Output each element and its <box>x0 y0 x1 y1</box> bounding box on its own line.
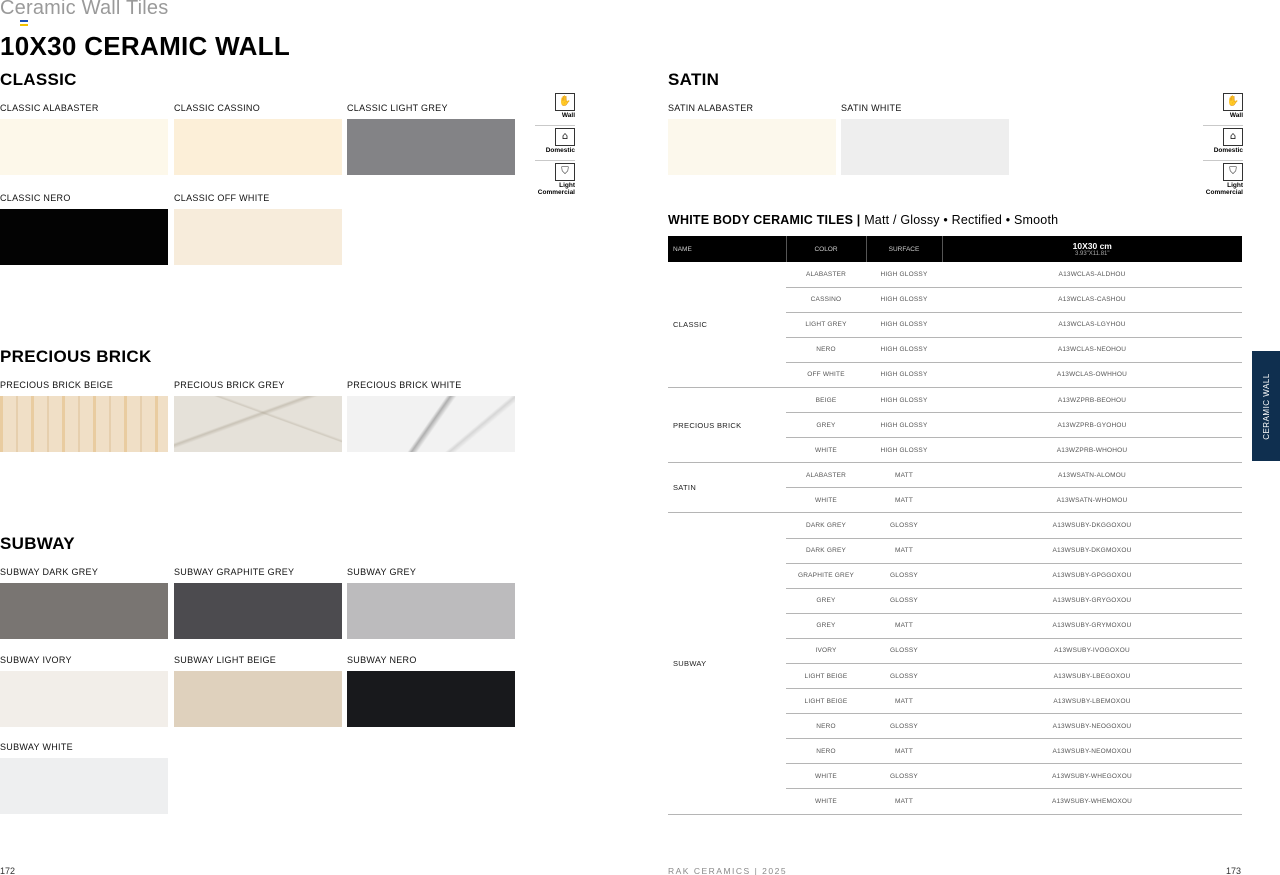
hand-icon: ✋ <box>1223 93 1243 111</box>
tile-label: CLASSIC CASSINO <box>174 103 261 113</box>
surface-cell: HIGH GLOSSY <box>866 438 942 463</box>
tile-swatch <box>174 583 342 639</box>
tile-label: CLASSIC OFF WHITE <box>174 193 270 203</box>
tile-label: PRECIOUS BRICK GREY <box>174 380 285 390</box>
surface-cell: GLOSSY <box>866 664 942 689</box>
color-cell: GREY <box>786 413 866 438</box>
tile-label: SATIN WHITE <box>841 103 902 113</box>
page-title: 10X30 CERAMIC WALL <box>0 31 291 61</box>
tile-swatch <box>347 119 515 175</box>
usage-label-line: Light <box>559 182 575 189</box>
tile-swatch <box>174 671 342 727</box>
col-header-color: COLOR <box>786 236 866 262</box>
usage-label: Domestic <box>545 147 575 154</box>
code-cell: A13WCLAS-LGYHOU <box>942 312 1242 337</box>
color-cell: NERO <box>786 714 866 739</box>
code-cell: A13WSUBY-NEOGOXOU <box>942 714 1242 739</box>
tile-label: SUBWAY WHITE <box>0 742 73 752</box>
tile-label: PRECIOUS BRICK BEIGE <box>0 380 114 390</box>
tile-swatch <box>0 758 168 814</box>
color-cell: DARK GREY <box>786 513 866 538</box>
code-cell: A13WSATN-ALOMOU <box>942 463 1242 488</box>
col-header-size <box>942 236 1242 262</box>
tile-label: SUBWAY DARK GREY <box>0 567 99 577</box>
code-cell: A13WSUBY-NEOMOXOU <box>942 739 1242 764</box>
usage-label: Domestic <box>1213 147 1243 154</box>
color-cell: GRAPHITE GREY <box>786 563 866 588</box>
usage-domestic <box>1203 126 1243 161</box>
color-cell: GREY <box>786 613 866 638</box>
group-cell: SATIN <box>668 463 786 513</box>
surface-cell: HIGH GLOSSY <box>866 362 942 387</box>
color-cell: LIGHT BEIGE <box>786 689 866 714</box>
usage-label-line: Light <box>1227 182 1243 189</box>
color-cell: WHITE <box>786 488 866 513</box>
color-cell: WHITE <box>786 764 866 789</box>
surface-cell: HIGH GLOSSY <box>866 387 942 412</box>
tile-label: CLASSIC ALABASTER <box>0 103 99 113</box>
page-number-left: 172 <box>0 866 16 875</box>
tile-swatch <box>174 119 342 175</box>
tile-label: SUBWAY LIGHT BEIGE <box>174 655 277 665</box>
flag-icon <box>20 20 28 26</box>
surface-cell: HIGH GLOSSY <box>866 287 942 312</box>
usage-label-line: Commercial <box>1205 189 1243 196</box>
table-row <box>668 262 1242 287</box>
surface-cell: MATT <box>866 739 942 764</box>
page-kicker: Ceramic Wall Tiles <box>0 0 169 19</box>
tile-swatch <box>174 209 342 265</box>
section-title-classic: CLASSIC <box>0 70 77 89</box>
usage-label <box>1206 182 1243 196</box>
group-cell: SUBWAY <box>668 513 786 814</box>
surface-cell: MATT <box>866 463 942 488</box>
table-header-row <box>668 236 1242 262</box>
usage-label: Wall <box>561 112 575 119</box>
surface-cell: GLOSSY <box>866 638 942 663</box>
tile-swatch <box>0 583 168 639</box>
spec-table <box>668 236 1242 815</box>
usage-wall <box>535 91 575 126</box>
tile-label: SUBWAY GRAPHITE GREY <box>174 567 295 577</box>
shopping-bag-icon: ⛉ <box>1223 163 1243 181</box>
surface-cell: GLOSSY <box>866 563 942 588</box>
code-cell: A13WSUBY-WHEMOXOU <box>942 789 1242 814</box>
table-heading-rest: Matt / Glossy • Rectified • Smooth <box>864 213 1059 227</box>
code-cell: A13WSATN-WHOMOU <box>942 488 1242 513</box>
surface-cell: HIGH GLOSSY <box>866 262 942 287</box>
size-inch: 3.93"X11.81" <box>1074 251 1110 257</box>
usage-legend <box>535 91 575 196</box>
color-cell: BEIGE <box>786 387 866 412</box>
section-title-precious-brick: PRECIOUS BRICK <box>0 347 152 366</box>
section-title-satin: SATIN <box>668 70 720 89</box>
code-cell: A13WCLAS-OWHHOU <box>942 362 1242 387</box>
usage-label: Wall <box>1229 112 1243 119</box>
house-icon: ⌂ <box>555 128 575 146</box>
tile-label: SUBWAY IVORY <box>0 655 72 665</box>
page-number-right: 173 <box>1226 866 1242 875</box>
color-cell: CASSINO <box>786 287 866 312</box>
table-row <box>668 513 1242 538</box>
code-cell: A13WZPRB-WHOHOU <box>942 438 1242 463</box>
code-cell: A13WSUBY-DKGMOXOU <box>942 538 1242 563</box>
code-cell: A13WSUBY-WHEGOXOU <box>942 764 1242 789</box>
section-title-subway: SUBWAY <box>0 534 75 553</box>
code-cell: A13WSUBY-IVOGOXOU <box>942 638 1242 663</box>
tile-label: SUBWAY NERO <box>347 655 417 665</box>
section-side-tab[interactable] <box>1252 351 1280 461</box>
surface-cell: GLOSSY <box>866 764 942 789</box>
color-cell: NERO <box>786 739 866 764</box>
color-cell: GREY <box>786 588 866 613</box>
color-cell: NERO <box>786 337 866 362</box>
color-cell: DARK GREY <box>786 538 866 563</box>
color-cell: LIGHT GREY <box>786 312 866 337</box>
code-cell: A13WZPRB-GYOHOU <box>942 413 1242 438</box>
code-cell: A13WSUBY-LBEMOXOU <box>942 689 1242 714</box>
usage-light-commercial <box>1203 161 1243 196</box>
usage-domestic <box>535 126 575 161</box>
size-cm: 10X30 cm <box>1072 241 1112 251</box>
code-cell: A13WSUBY-GRYMOXOU <box>942 613 1242 638</box>
tile-swatch <box>347 583 515 639</box>
usage-light-commercial <box>535 161 575 196</box>
surface-cell: GLOSSY <box>866 513 942 538</box>
code-cell: A13WCLAS-CASHOU <box>942 287 1242 312</box>
group-cell: CLASSIC <box>668 262 786 387</box>
code-cell: A13WSUBY-LBEGOXOU <box>942 664 1242 689</box>
table-heading-bold: WHITE BODY CERAMIC TILES | <box>668 213 861 227</box>
code-cell: A13WSUBY-GRYGOXOU <box>942 588 1242 613</box>
tile-swatch <box>0 396 168 452</box>
tile-swatch <box>0 209 168 265</box>
code-cell: A13WSUBY-DKGGOXOU <box>942 513 1242 538</box>
tile-swatch <box>668 119 836 175</box>
usage-legend <box>1203 91 1243 196</box>
house-icon: ⌂ <box>1223 128 1243 146</box>
tile-swatch <box>174 396 342 452</box>
usage-wall <box>1203 91 1243 126</box>
tile-swatch <box>347 396 515 452</box>
usage-label-line: Commercial <box>537 189 575 196</box>
color-cell: WHITE <box>786 789 866 814</box>
shopping-bag-icon: ⛉ <box>555 163 575 181</box>
table-row <box>668 387 1242 412</box>
color-cell: ALABASTER <box>786 463 866 488</box>
surface-cell: GLOSSY <box>866 714 942 739</box>
surface-cell: HIGH GLOSSY <box>866 337 942 362</box>
color-cell: ALABASTER <box>786 262 866 287</box>
surface-cell: HIGH GLOSSY <box>866 413 942 438</box>
tile-swatch <box>347 671 515 727</box>
surface-cell: MATT <box>866 689 942 714</box>
code-cell: A13WCLAS-ALDHOU <box>942 262 1242 287</box>
surface-cell: GLOSSY <box>866 588 942 613</box>
color-cell: OFF WHITE <box>786 362 866 387</box>
flag-stripe <box>20 24 28 26</box>
surface-cell: MATT <box>866 789 942 814</box>
col-header-surface: SURFACE <box>866 236 942 262</box>
tile-label: CLASSIC NERO <box>0 193 71 203</box>
tile-label: PRECIOUS BRICK WHITE <box>347 380 462 390</box>
footer-brand: RAK CERAMICS | 2025 <box>668 866 788 875</box>
surface-cell: MATT <box>866 538 942 563</box>
usage-label <box>538 182 575 196</box>
tile-swatch <box>0 671 168 727</box>
tile-label: SATIN ALABASTER <box>668 103 754 113</box>
surface-cell: MATT <box>866 488 942 513</box>
code-cell: A13WSUBY-GPGGOXOU <box>942 563 1242 588</box>
group-cell: PRECIOUS BRICK <box>668 387 786 462</box>
surface-cell: HIGH GLOSSY <box>866 312 942 337</box>
color-cell: IVORY <box>786 638 866 663</box>
tile-swatch <box>841 119 1009 175</box>
table-heading <box>668 213 1058 227</box>
hand-icon: ✋ <box>555 93 575 111</box>
code-cell: A13WCLAS-NEOHOU <box>942 337 1242 362</box>
tile-label: CLASSIC LIGHT GREY <box>347 103 448 113</box>
color-cell: LIGHT BEIGE <box>786 664 866 689</box>
surface-cell: MATT <box>866 613 942 638</box>
side-tab-label: CERAMIC WALL <box>1261 372 1271 440</box>
code-cell: A13WZPRB-BEOHOU <box>942 387 1242 412</box>
tile-swatch <box>0 119 168 175</box>
col-header-name: NAME <box>668 236 786 262</box>
table-row <box>668 463 1242 488</box>
color-cell: WHITE <box>786 438 866 463</box>
tile-label: SUBWAY GREY <box>347 567 417 577</box>
